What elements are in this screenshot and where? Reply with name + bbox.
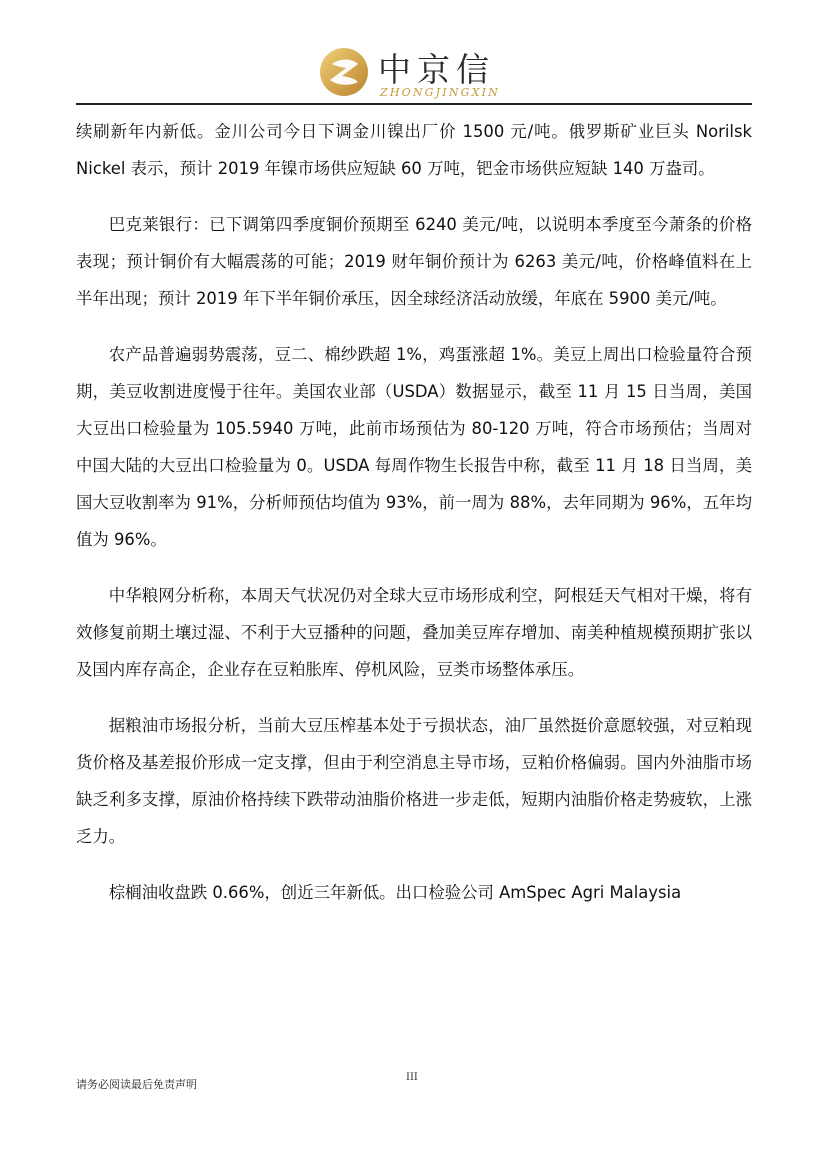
header-divider [76,103,752,105]
page-number: III [406,1072,418,1083]
brand-name: 中京信 [378,50,495,89]
paragraph-cngrain-analysis: 中华粮网分析称，本周天气状况仍对全球大豆市场形成利空，阿根廷天气相对干燥，将有效修复前期土壤过湿、不利于大豆播种的问题，叠加美豆库存增加、南美种植规模预期扩张以及国内库存高企，企业存在豆粕胀库、停机风险，豆类市场整体承压。 [76,586,752,679]
paragraph-palm-oil: 棕榈油收盘跌 0.66%，创近三年新低。出口检验公司 AmSpec Agri Malaysia [108,883,682,902]
zhongjingxin-logo-icon [318,46,370,98]
footer-disclaimer: 请务必阅读最后免责声明 [76,1078,197,1091]
document-body [76,113,752,911]
paragraph-barclays-copper: 巴克莱银行：已下调第四季度铜价预期至 6240 美元/吨，以说明本季度至今萧条的价格表现；预计铜价有大幅震荡的可能；2019 财年铜价预计为 6263 美元/吨，价格峰值料在上半年出现；预计 2019 年下半年铜价承压，因全球经济活动放缓，年底在 5900 美元/吨。 [76,215,752,308]
paragraph-agri-soybean: 农产品普遍弱势震荡，豆二、棉纱跌超 1%，鸡蛋涨超 1%。美豆上周出口检验量符合预期，美豆收割进度慢于往年。美国农业部（USDA）数据显示，截至 11 月 15 日当周，美国大豆出口检验量为 105.5940 万吨，此前市场预估为 80-120 万吨，符合市场预估；当周对中国大陆的大豆出口检验量为 0。USDA 每周作物生长报告中称，截至 11 月 18 日当周，美国大豆收割率为 91%，分析师预估均值为 93%，前一周为 88%，去年同期为 96%，五年均值为 96%。 [76,345,752,549]
paragraph-nickel-continuation: 续刷新年内新低。金川公司今日下调金川镍出厂价 1500 元/吨。俄罗斯矿业巨头 Norilsk Nickel 表示，预计 2019 年镍市场供应短缺 60 万吨，钯金市场供应短缺 140 万盎司。 [76,122,752,178]
brand-pinyin: ZHONGJINGXIN [380,86,501,99]
paragraph-oil-market-analysis: 据粮油市场报分析，当前大豆压榨基本处于亏损状态，油厂虽然挺价意愿较强，对豆粕现货价格及基差报价形成一定支撑，但由于利空消息主导市场，豆粕价格偏弱。国内外油脂市场缺乏利多支撑，原油价格持续下跌带动油脂价格进一步走低，短期内油脂价格走势疲软，上涨乏力。 [76,716,752,846]
page-header [0,0,827,110]
